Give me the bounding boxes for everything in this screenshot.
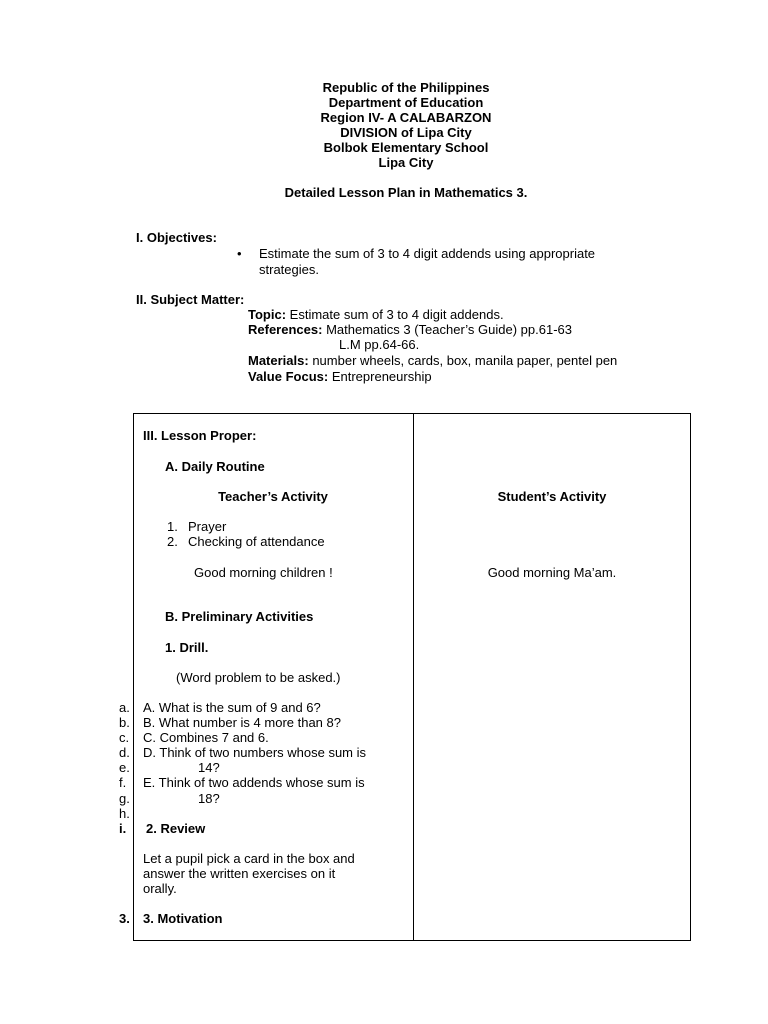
drill-question-cont: 14? bbox=[198, 760, 220, 775]
teacher-activity-header: Teacher’s Activity bbox=[218, 489, 328, 504]
topic-value: Estimate sum of 3 to 4 digit addends. bbox=[289, 307, 504, 322]
motivation-margin-number: 3. bbox=[119, 911, 130, 926]
margin-letter: i. bbox=[119, 821, 127, 836]
topic-label: Topic: bbox=[248, 307, 287, 322]
margin-letter: e. bbox=[119, 760, 130, 775]
lesson-proper-heading: III. Lesson Proper: bbox=[143, 428, 257, 443]
margin-letter: a. bbox=[119, 700, 130, 715]
header-city: Lipa City bbox=[378, 155, 434, 170]
preliminary-heading: B. Preliminary Activities bbox=[165, 609, 314, 624]
header-republic: Republic of the Philippines bbox=[322, 80, 490, 95]
margin-letter: c. bbox=[119, 730, 130, 745]
references-label: References: bbox=[248, 322, 323, 337]
header-department: Department of Education bbox=[328, 95, 484, 110]
objectives-heading: I. Objectives: bbox=[136, 230, 217, 245]
references-value-cont: L.M pp.64-66. bbox=[339, 337, 420, 352]
daily-routine-heading: A. Daily Routine bbox=[165, 459, 265, 474]
review-text: answer the written exercises on it bbox=[143, 866, 336, 881]
drill-question-cont: 18? bbox=[198, 791, 220, 806]
subject-matter-heading: II. Subject Matter: bbox=[136, 292, 245, 307]
margin-letter: g. bbox=[119, 791, 130, 806]
routine-num: 2. bbox=[167, 534, 178, 549]
drill-note: (Word problem to be asked.) bbox=[176, 670, 341, 685]
header-region: Region IV- A CALABARZON bbox=[320, 110, 492, 125]
references-value: Mathematics 3 (Teacher’s Guide) pp.61-63 bbox=[326, 322, 572, 337]
objective-item-cont: strategies. bbox=[259, 262, 319, 277]
drill-question: A. What is the sum of 9 and 6? bbox=[143, 700, 321, 715]
value-focus-value: Entrepreneurship bbox=[331, 369, 432, 384]
bullet-icon: • bbox=[237, 246, 242, 261]
materials-label: Materials: bbox=[248, 353, 309, 368]
drill-heading: 1. Drill. bbox=[165, 640, 209, 655]
document-title: Detailed Lesson Plan in Mathematics 3. bbox=[284, 185, 528, 200]
student-activity-header: Student’s Activity bbox=[497, 489, 607, 504]
drill-question: B. What number is 4 more than 8? bbox=[143, 715, 341, 730]
routine-item-prayer: Prayer bbox=[188, 519, 227, 534]
drill-question: C. Combines 7 and 6. bbox=[143, 730, 269, 745]
margin-letter: d. bbox=[119, 745, 130, 760]
teacher-greeting: Good morning children ! bbox=[194, 565, 333, 580]
header-division: DIVISION of Lipa City bbox=[340, 125, 472, 140]
objective-item: Estimate the sum of 3 to 4 digit addends using appropriate bbox=[259, 246, 596, 261]
header-school: Bolbok Elementary School bbox=[323, 140, 489, 155]
routine-num: 1. bbox=[167, 519, 178, 534]
student-greeting: Good morning Ma’am. bbox=[487, 565, 617, 580]
margin-letter: b. bbox=[119, 715, 130, 730]
margin-letter: h. bbox=[119, 806, 130, 821]
motivation-heading: 3. Motivation bbox=[143, 911, 223, 926]
materials-row bbox=[248, 353, 617, 368]
drill-question: E. Think of two addends whose sum is bbox=[143, 775, 365, 790]
review-heading: 2. Review bbox=[146, 821, 206, 836]
routine-item-attendance: Checking of attendance bbox=[188, 534, 325, 549]
margin-letter: f. bbox=[119, 775, 127, 790]
review-text: orally. bbox=[143, 881, 177, 896]
references-row bbox=[248, 322, 572, 337]
materials-value: number wheels, cards, box, manila paper, pentel pen bbox=[312, 353, 618, 368]
value-focus-label: Value Focus: bbox=[248, 369, 329, 384]
value-focus-row bbox=[248, 369, 432, 384]
topic-row bbox=[248, 307, 504, 322]
review-text: Let a pupil pick a card in the box and bbox=[143, 851, 355, 866]
drill-question: D. Think of two numbers whose sum is bbox=[143, 745, 367, 760]
